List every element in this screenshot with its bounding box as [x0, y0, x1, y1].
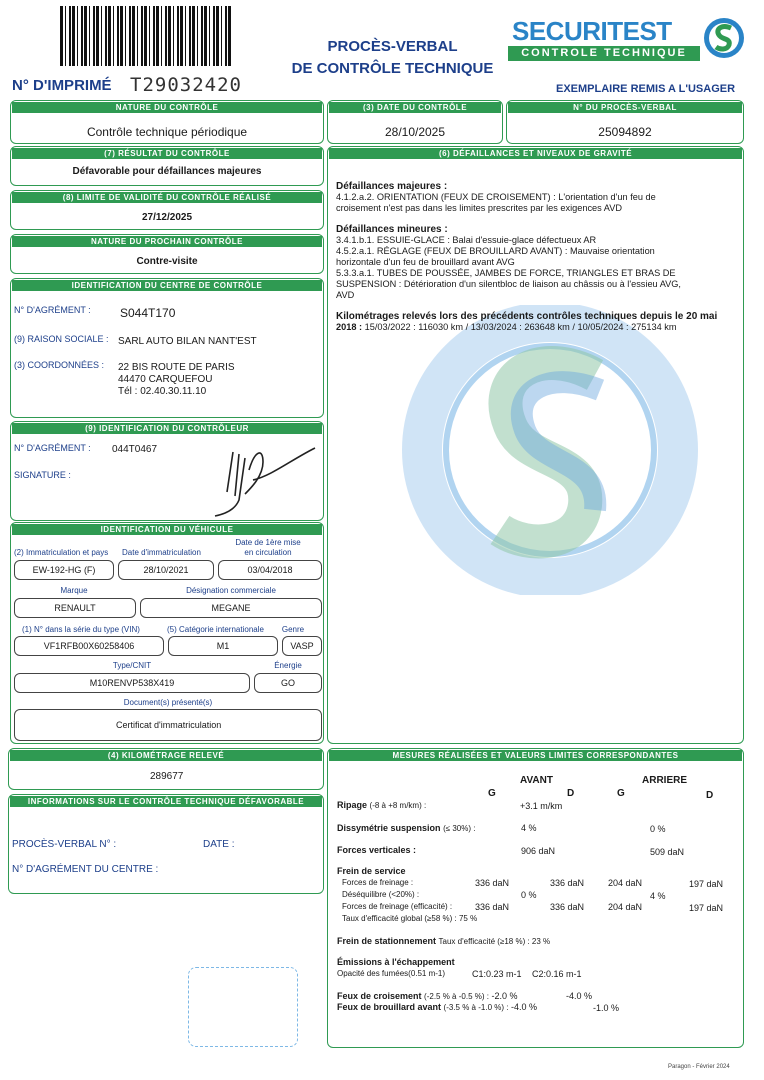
energie-label: Énergie [274, 661, 302, 670]
defavorable-header: INFORMATIONS SUR LE CONTRÔLE TECHNIQUE DÉFAVORABLE [10, 796, 322, 807]
mineures-line: SUSPENSION : Détérioration d'un silentbloc de liaison au châssis ou à l'essieu AVG, [336, 279, 681, 289]
brouillard-label: Feux de brouillard avant [337, 1002, 442, 1012]
title-line1: PROCÈS-VERBAL [327, 38, 458, 55]
opacite-c1: C1:0.23 m-1 [472, 969, 522, 979]
signature-image [205, 440, 317, 518]
majeures-line: 4.1.2.a.2. ORIENTATION (FEUX DE CROISEMENT) : L'orientation d'un feu de [336, 192, 656, 202]
ripage-label: Ripage [337, 800, 368, 810]
ripage-row [337, 800, 426, 810]
pays-value: (F) [83, 565, 96, 575]
majeures-title: Défaillances majeures : [336, 181, 448, 192]
ffe-value-1: 336 daN [475, 902, 510, 912]
genre-field: VASP [282, 636, 322, 656]
avant-g: G [488, 788, 496, 799]
limite-value: 27/12/2025 [141, 212, 193, 223]
footer-ref: Paragon - Février 2024 [668, 1064, 730, 1070]
centre-box [10, 278, 324, 418]
deseq-arriere: 4 % [650, 891, 666, 901]
mineures-line: 3.4.1.b.1. ESSUIE-GLACE : Balai d'essuie-glace défectueux AR [336, 235, 597, 245]
forces-freinage-label: Forces de freinage : [342, 878, 414, 887]
ff-value-3: 204 daN [608, 878, 643, 888]
dissy-avant: 4 % [521, 823, 537, 833]
imprime-label: N° D'IMPRIMÉ [12, 77, 112, 94]
date-immat-field: 28/10/2021 [118, 560, 214, 580]
ffe-value-4: 197 daN [689, 903, 724, 913]
stationnement-label: Frein de stationnement [337, 936, 437, 946]
resultat-header: (7) RÉSULTAT DU CONTRÔLE [12, 148, 322, 159]
num-pv-header: N° DU PROCÈS-VERBAL [508, 102, 742, 113]
centre-coord-line2: 44470 CARQUEFOU [118, 374, 213, 385]
forces-arriere: 509 daN [650, 847, 685, 857]
mineures-line: horizontale d'un feu de brouillard avant AVG [336, 257, 515, 267]
signature-label: SIGNATURE : [14, 470, 71, 480]
def-agrement-label: N° D'AGRÉMENT DU CENTRE : [12, 864, 159, 875]
num-pv-value: 25094892 [598, 125, 652, 139]
categorie-field: M1 [168, 636, 278, 656]
ff-eff-label: Forces de freinage (efficacité) : [342, 902, 453, 911]
centre-agrement-value: S044T170 [120, 306, 176, 320]
brouillard-g: -4.0 % [510, 1002, 537, 1012]
marque-field: RENAULT [14, 598, 136, 618]
documents-label: Document(s) présenté(s) [123, 698, 213, 707]
securitest-logo [508, 14, 748, 64]
frein-service-label: Frein de service [337, 866, 406, 876]
ffe-value-3: 204 daN [608, 902, 643, 912]
premiere-label-1: Date de 1ère mise [235, 538, 301, 547]
dissy-limit: (≤ 30%) : [443, 824, 476, 833]
mineures-line: AVD [336, 290, 355, 300]
croisement-label: Feux de croisement [337, 991, 422, 1001]
type-label: Type/CNIT [112, 661, 152, 670]
centre-agrement-label: N° D'AGRÉMENT : [14, 305, 91, 315]
energie-field: GO [254, 673, 322, 693]
stationnement-value: Taux d'efficacité (≥18 %) : 23 % [438, 937, 551, 946]
marque-label: Marque [60, 586, 88, 595]
stationnement-row [337, 936, 550, 946]
resultat-value: Défavorable pour défaillances majeures [72, 166, 262, 177]
controleur-agrement-label: N° D'AGRÉMENT : [14, 443, 91, 453]
immat-label: (2) Immatriculation et pays [14, 548, 109, 557]
forces-avant: 906 daN [521, 846, 556, 856]
type-field: M10RENVP538X419 [14, 673, 250, 693]
km-year: 2018 : [336, 322, 363, 332]
km-title: Kilométrages relevés lors des précédents contrôles techniques depuis le 20 mai [336, 311, 718, 322]
mineures-title: Défaillances mineures : [336, 224, 448, 235]
deseq-avant: 0 % [521, 890, 537, 900]
logo-tagline: CONTROLE TECHNIQUE [508, 46, 700, 61]
defaillances-header: (6) DÉFAILLANCES ET NIVEAUX DE GRAVITÉ [329, 148, 742, 159]
ripage-limit: (-8 à +8 m/km) : [369, 801, 427, 810]
croisement-d: -4.0 % [566, 991, 593, 1001]
arriere-g: G [617, 788, 625, 799]
ff-value-1: 336 daN [475, 878, 510, 888]
defaillances-content [336, 181, 736, 333]
title-line2: DE CONTRÔLE TECHNIQUE [291, 60, 494, 77]
mesures-header: MESURES RÉALISÉES ET VALEURS LIMITES CORRESPONDANTES [329, 750, 742, 761]
date-controle-header: (3) DATE DU CONTRÔLE [329, 102, 501, 113]
date-controle-value: 28/10/2025 [384, 125, 446, 139]
def-pv-label: PROCÈS-VERBAL N° : [12, 839, 117, 850]
croisement-limit: (-2.5 % à -0.5 %) : [424, 992, 489, 1001]
forces-label: Forces verticales : [337, 845, 417, 855]
exemplaire: EXEMPLAIRE REMIS A L'USAGER [556, 83, 736, 95]
documents-value: Certificat d'immatriculation [116, 720, 222, 730]
majeures-line: croisement n'est pas dans les limites prescrites par les exigences AVD [336, 203, 623, 213]
centre-coord-label: (3) COORDONNÉES : [14, 360, 105, 370]
premiere-field: 03/04/2018 [218, 560, 322, 580]
km-values: 15/03/2022 : 116030 km / 13/03/2024 : 263648 km / 10/05/2024 : 275134 km [364, 322, 677, 332]
ff-value-2: 336 daN [550, 878, 585, 888]
logo-s-icon [702, 16, 746, 60]
taux-global: Taux d'efficacité global (≥58 %) : 75 % [342, 914, 478, 923]
controleur-header: (9) IDENTIFICATION DU CONTRÔLEUR [12, 423, 322, 434]
imprime-value: T29032420 [130, 74, 242, 96]
sticker-placeholder [188, 967, 298, 1047]
ff-value-4: 197 daN [689, 879, 724, 889]
logo-text: SECURITEST [512, 16, 672, 46]
brouillard-d: -1.0 % [593, 1003, 620, 1013]
categorie-label: (5) Catégorie internationale [167, 625, 264, 634]
nature-header: NATURE DU CONTRÔLE [12, 102, 322, 113]
designation-label: Désignation commerciale [186, 586, 276, 595]
vehicule-header: IDENTIFICATION DU VÉHICULE [12, 524, 322, 535]
barcode [60, 6, 232, 66]
kilometrage-header: (4) KILOMÉTRAGE RELEVÉ [10, 750, 322, 761]
genre-label: Genre [281, 625, 305, 634]
controleur-agrement-value: 044T0467 [112, 444, 158, 455]
nature-value: Contrôle technique périodique [86, 125, 248, 139]
centre-raison-label: (9) RAISON SOCIALE : [14, 334, 109, 344]
centre-header: IDENTIFICATION DU CENTRE DE CONTRÔLE [12, 280, 322, 291]
vin-field: VF1RFB00X60258406 [14, 636, 164, 656]
dissy-label: Dissymétrie suspension [337, 823, 441, 833]
kilometrage-value: 289677 [150, 771, 184, 782]
brouillard-row [337, 1002, 537, 1012]
date-immat-label: Date d'immatriculation [122, 548, 201, 557]
dissy-arriere: 0 % [650, 824, 666, 834]
arriere-label: ARRIERE [642, 775, 688, 786]
prochain-value: Contre-visite [136, 256, 198, 267]
vin-label: (1) N° dans la série du type (VIN) [22, 625, 140, 634]
premiere-label-2: en circulation [244, 548, 292, 557]
immat-value: EW-192-HG [32, 565, 82, 575]
centre-coord-line3: Tél : 02.40.30.11.10 [118, 386, 207, 397]
mineures-line: 4.5.2.a.1. RÉGLAGE (FEUX DE BROUILLARD AVANT) : Mauvaise orientation [336, 246, 655, 256]
croisement-row [337, 991, 518, 1001]
ripage-value: +3.1 m/km [520, 801, 563, 811]
centre-raison-value: SARL AUTO BILAN NANT'EST [118, 336, 257, 347]
ffe-value-2: 336 daN [550, 902, 585, 912]
opacite-label: Opacité des fumées(0.51 m-1) [337, 969, 446, 978]
avant-d: D [567, 788, 575, 799]
limite-header: (8) LIMITE DE VALIDITÉ DU CONTRÔLE RÉALISÉ [12, 192, 322, 203]
mineures-line: 5.3.3.a.1. TUBES DE POUSSÉE, JAMBES DE FORCE, TRIANGLES ET BRAS DE [336, 268, 676, 278]
centre-coord-line1: 22 BIS ROUTE DE PARIS [118, 362, 235, 373]
def-date-label: DATE : [203, 839, 235, 850]
opacite-c2: C2:0.16 m-1 [532, 969, 582, 979]
avant-label: AVANT [520, 775, 553, 786]
brouillard-limit: (-3.5 % à -1.0 %) : [443, 1003, 509, 1012]
prochain-header: NATURE DU PROCHAIN CONTRÔLE [12, 236, 322, 247]
dissy-row [337, 823, 475, 833]
designation-field: MEGANE [140, 598, 322, 618]
deseq-label: Déséquilibre (<20%) : [342, 890, 420, 899]
arriere-d: D [706, 790, 714, 801]
immat-field [14, 560, 114, 580]
emissions-label: Émissions à l'échappement [337, 957, 455, 967]
croisement-g: -2.0 % [491, 991, 518, 1001]
